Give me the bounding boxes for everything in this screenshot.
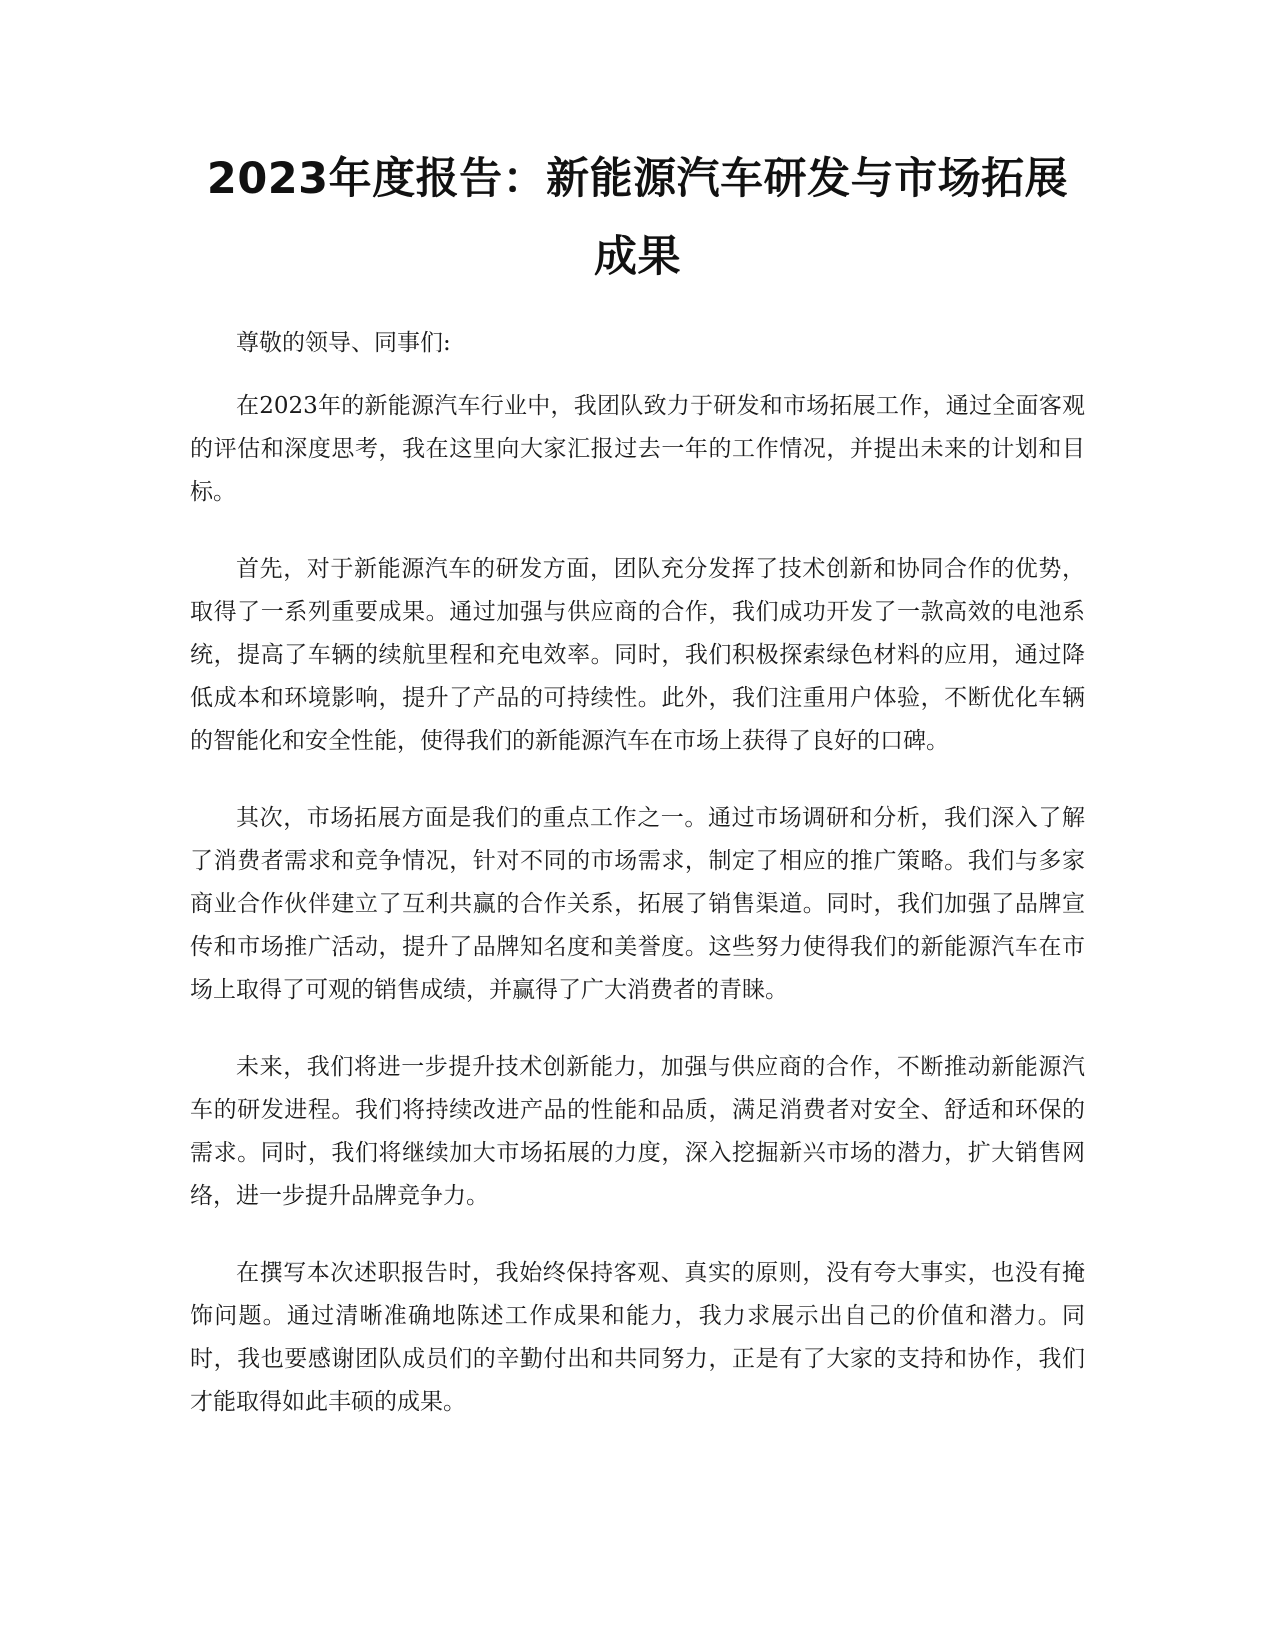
paragraph-market: 其次，市场拓展方面是我们的重点工作之一。通过市场调研和分析，我们深入了解了消费者需求和竞争情况，针对不同的市场需求，制定了相应的推广策略。我们与多家商业合作伙伴建立了互利共赢的合作关系，拓展了销售渠道。同时，我们加强了品牌宣传和市场推广活动，提升了品牌知名度和美誉度。这些努力使得我们的新能源汽车在市场上取得了可观的销售成绩，并赢得了广大消费者的青睐。: [190, 805, 1085, 1003]
salutation: 尊敬的领导、同事们:: [236, 330, 451, 356]
document-title: 2023年度报告：新能源汽车研发与市场拓展成果: [206, 154, 1069, 282]
paragraph-research: 首先，对于新能源汽车的研发方面，团队充分发挥了技术创新和协同合作的优势，取得了一系列重要成果。通过加强与供应商的合作，我们成功开发了一款高效的电池系统，提高了车辆的续航里程和充电效率。同时，我们积极探索绿色材料的应用，通过降低成本和环境影响，提升了产品的可持续性。此外，我们注重用户体验，不断优化车辆的智能化和安全性能，使得我们的新能源汽车在市场上获得了良好的口碑。: [190, 556, 1085, 754]
paragraph-future: 未来，我们将进一步提升技术创新能力，加强与供应商的合作，不断推动新能源汽车的研发进程。我们将持续改进产品的性能和品质，满足消费者对安全、舒适和环保的需求。同时，我们将继续加大市场拓展的力度，深入挖掘新兴市场的潜力，扩大销售网络，进一步提升品牌竞争力。: [190, 1054, 1085, 1209]
paragraph-closing: 在撰写本次述职报告时，我始终保持客观、真实的原则，没有夸大事实，也没有掩饰问题。通过清晰准确地陈述工作成果和能力，我力求展示出自己的价值和潜力。同时，我也要感谢团队成员们的辛勤付出和共同努力，正是有了大家的支持和协作，我们才能取得如此丰硕的成果。: [190, 1260, 1085, 1415]
paragraph-intro: 在2023年的新能源汽车行业中，我团队致力于研发和市场拓展工作，通过全面客观的评估和深度思考，我在这里向大家汇报过去一年的工作情况，并提出未来的计划和目标。: [190, 393, 1085, 505]
document-body: [190, 322, 1085, 1458]
